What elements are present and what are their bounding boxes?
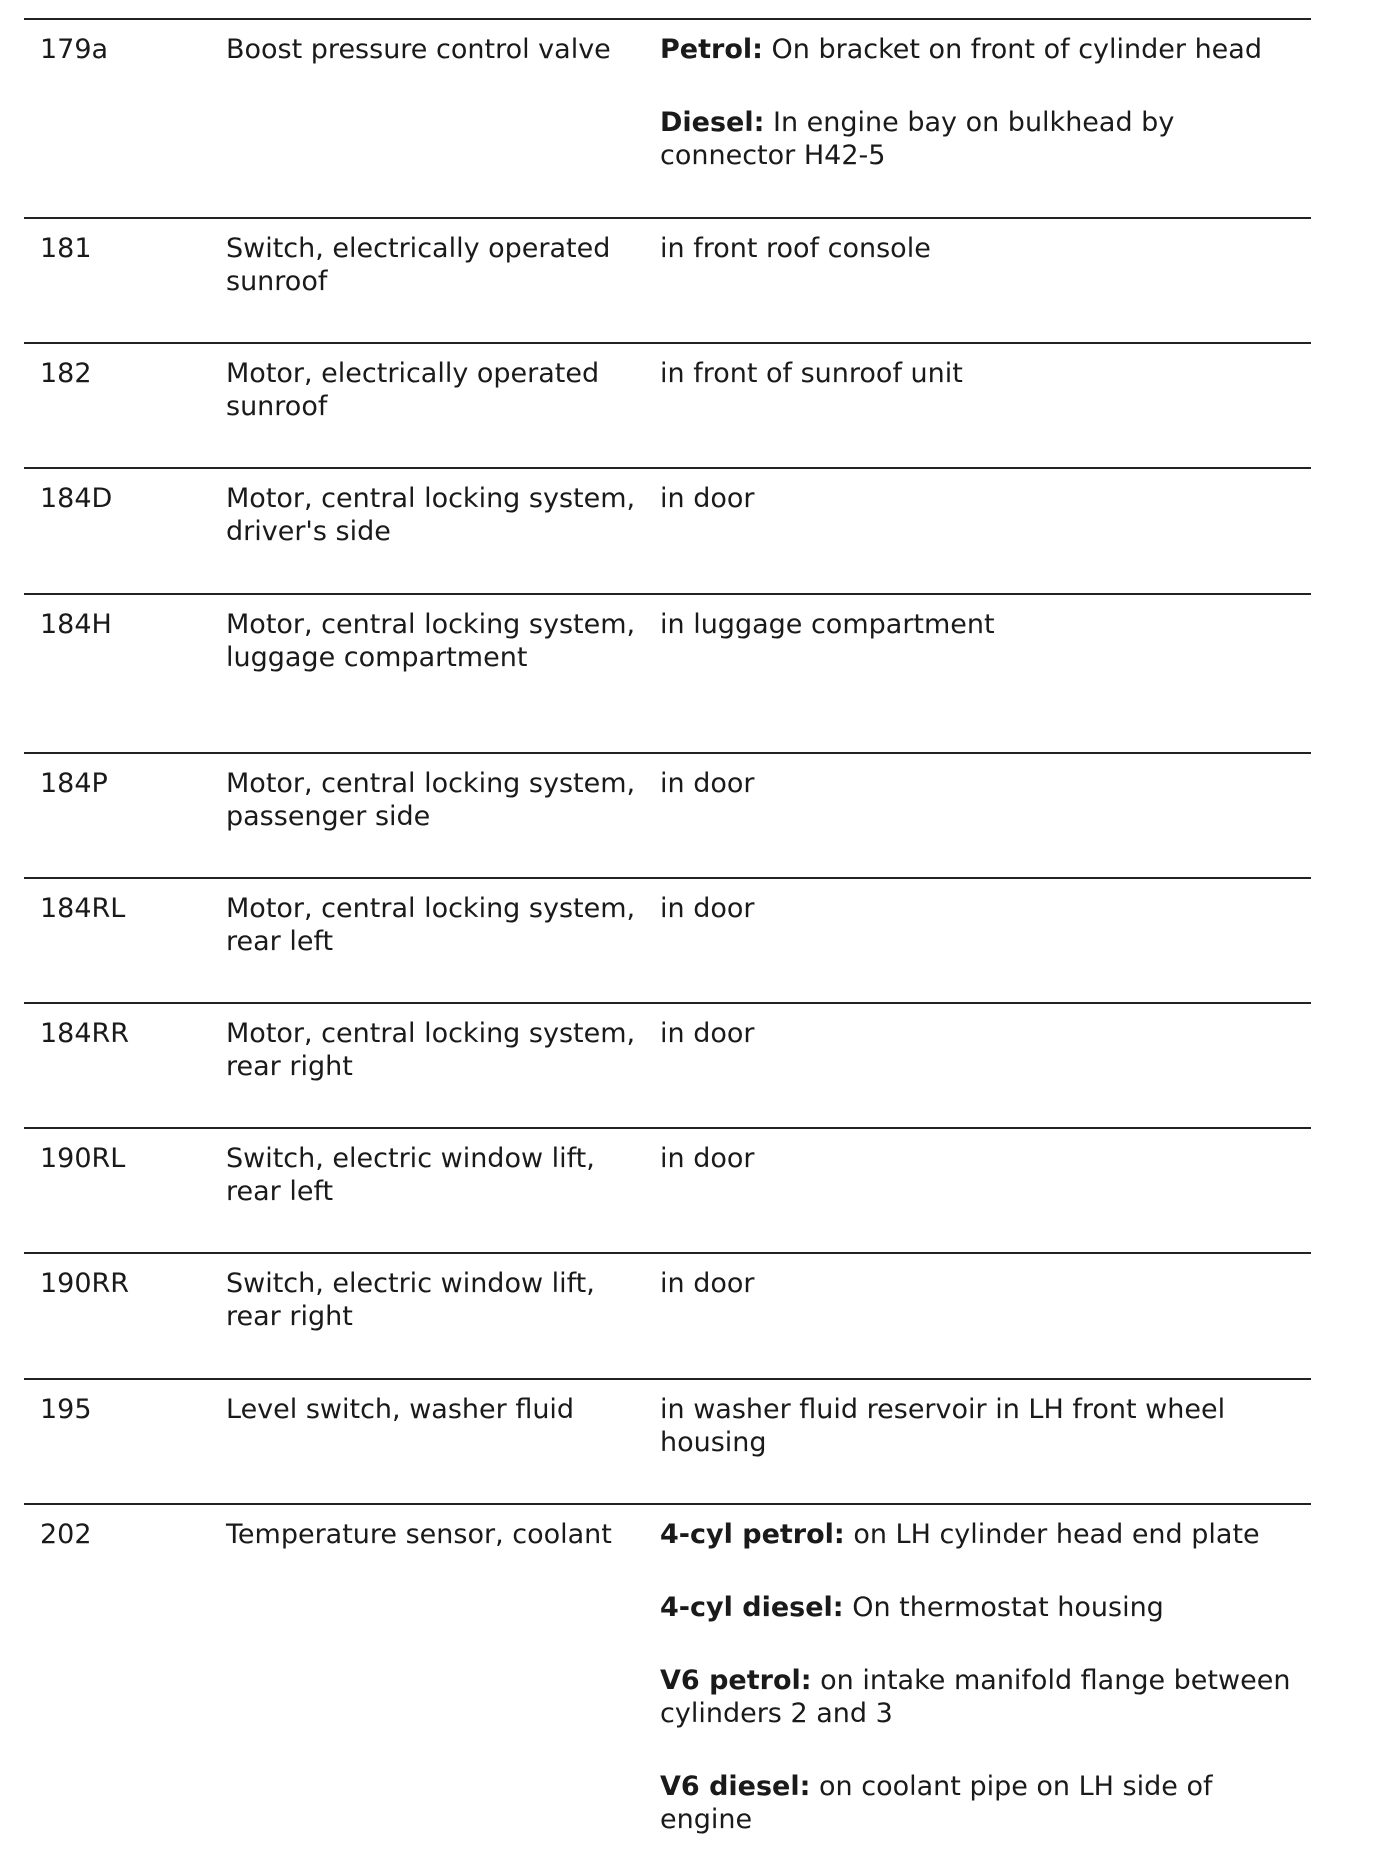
location-text: in door [660, 1018, 755, 1049]
component-description: Motor, central locking system, passenger side [226, 768, 636, 832]
location-text: on intake manifold flange between cylinders 2 and 3 [660, 1665, 1291, 1729]
location-entry [660, 482, 1305, 515]
location-text: In engine bay on bulkhead by connector H42-5 [660, 107, 1175, 171]
location-entry [660, 1664, 1305, 1730]
location-text: in door [660, 1143, 755, 1174]
component-location [660, 1142, 1305, 1175]
component-description: Switch, electric window lift, rear left [226, 1143, 595, 1207]
location-text: in luggage compartment [660, 609, 995, 640]
location-entry [660, 1518, 1305, 1551]
component-location [660, 1518, 1305, 1836]
component-location [660, 232, 1305, 265]
table-row [24, 1378, 1311, 1458]
location-text: on coolant pipe on LH side of engine [660, 1771, 1213, 1835]
engine-variant-label: 4-cyl diesel: [660, 1592, 844, 1623]
table-row [24, 593, 1311, 673]
location-text: in front of sunroof unit [660, 358, 963, 389]
location-text: on LH cylinder head end plate [853, 1519, 1260, 1550]
engine-variant-label: Diesel: [660, 107, 765, 138]
table-row [24, 752, 1311, 832]
location-entry [660, 1267, 1305, 1300]
location-entry [660, 106, 1305, 172]
location-entry [660, 1591, 1305, 1624]
table-row [24, 1127, 1311, 1207]
component-location [660, 357, 1305, 390]
location-text: in door [660, 893, 755, 924]
location-text: in door [660, 1268, 755, 1299]
component-location [660, 608, 1305, 641]
engine-variant-label: 4-cyl petrol: [660, 1519, 845, 1550]
component-code: 202 [40, 1519, 92, 1550]
location-entry [660, 232, 1305, 265]
location-text: On bracket on front of cylinder head [771, 34, 1262, 65]
component-description: Motor, central locking system, rear left [226, 893, 636, 957]
component-description: Temperature sensor, coolant [226, 1519, 612, 1550]
component-code: 184D [40, 483, 113, 514]
component-description: Motor, central locking system, luggage compartment [226, 609, 636, 673]
component-code: 179a [40, 34, 109, 65]
location-text: in door [660, 768, 755, 799]
component-code: 195 [40, 1394, 92, 1425]
table-row [24, 877, 1311, 957]
component-description: Boost pressure control valve [226, 34, 611, 65]
table-row [24, 1002, 1311, 1082]
location-entry [660, 33, 1305, 66]
component-description: Level switch, washer fluid [226, 1394, 575, 1425]
location-entry [660, 1393, 1305, 1459]
engine-variant-label: V6 diesel: [660, 1771, 811, 1802]
engine-variant-label: V6 petrol: [660, 1665, 812, 1696]
location-entry [660, 357, 1305, 390]
location-entry [660, 1017, 1305, 1050]
location-text: in washer fluid reservoir in LH front wheel housing [660, 1394, 1226, 1458]
table-row [24, 1503, 1311, 1835]
engine-variant-label: Petrol: [660, 34, 763, 65]
component-code: 184P [40, 768, 108, 799]
component-location [660, 767, 1305, 800]
location-text: in front roof console [660, 233, 931, 264]
component-description: Switch, electric window lift, rear right [226, 1268, 595, 1332]
component-description: Motor, central locking system, rear right [226, 1018, 636, 1082]
component-description: Motor, electrically operated sunroof [226, 358, 600, 422]
component-code: 184H [40, 609, 112, 640]
table-row [24, 342, 1311, 422]
table-row [24, 217, 1311, 297]
location-entry [660, 892, 1305, 925]
component-location [660, 1393, 1305, 1459]
component-code: 182 [40, 358, 92, 389]
location-entry [660, 608, 1305, 641]
table-row [24, 18, 1311, 171]
location-entry [660, 767, 1305, 800]
component-description: Motor, central locking system, driver's side [226, 483, 636, 547]
component-code: 190RL [40, 1143, 126, 1174]
component-code: 181 [40, 233, 92, 264]
location-entry [660, 1770, 1305, 1836]
component-code: 184RR [40, 1018, 130, 1049]
component-location [660, 1017, 1305, 1050]
component-code: 190RR [40, 1268, 130, 1299]
component-code: 184RL [40, 893, 126, 924]
component-location [660, 33, 1305, 172]
component-location [660, 1267, 1305, 1300]
component-description: Switch, electrically operated sunroof [226, 233, 611, 297]
table-row [24, 467, 1311, 547]
location-text: in door [660, 483, 755, 514]
component-location [660, 482, 1305, 515]
component-location [660, 892, 1305, 925]
table-row [24, 1252, 1311, 1332]
location-entry [660, 1142, 1305, 1175]
location-text: On thermostat housing [852, 1592, 1164, 1623]
